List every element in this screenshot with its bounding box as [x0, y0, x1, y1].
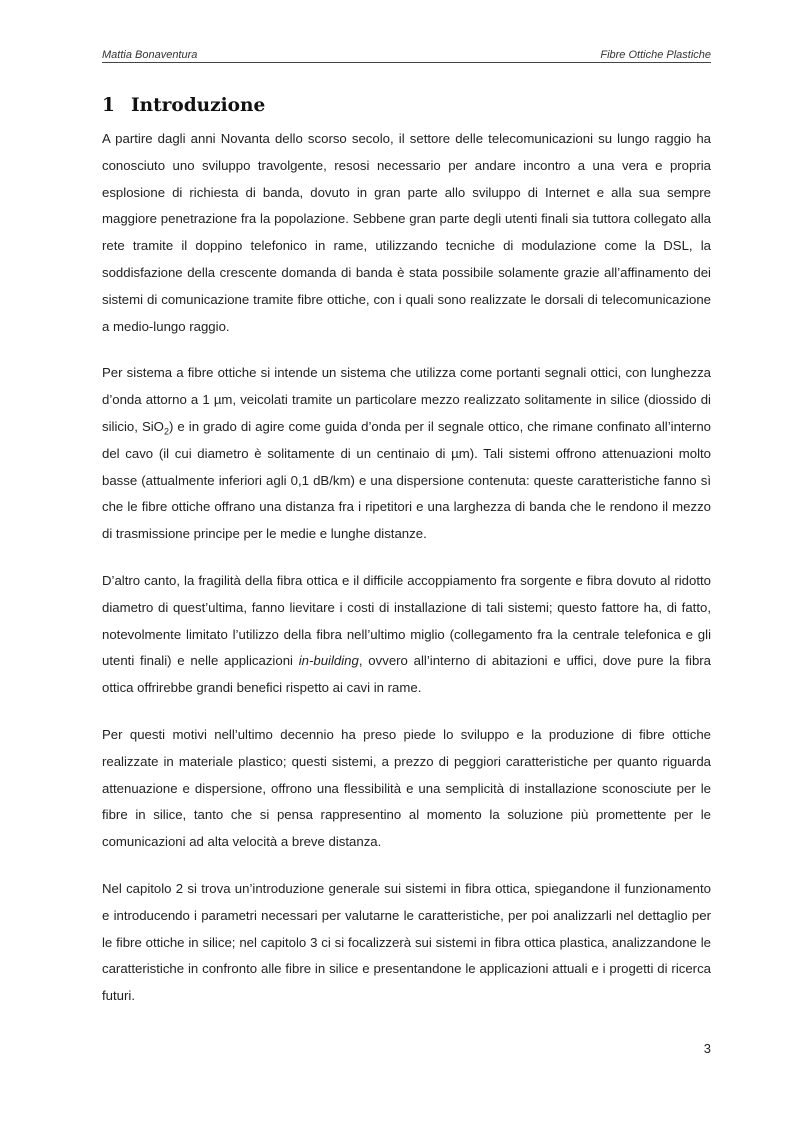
chapter-heading [102, 95, 265, 116]
paragraph-5: Nel capitolo 2 si trova un’introduzione generale sui sistemi in fibra ottica, spiegandone il funzionamento e introducendo i parametri necessari per valutarne le caratteristiche, per poi analizzarli nel dettaglio per le fibre ottiche in silice; nel capitolo 3 ci si focalizzerà sui sistemi in fibra ottica plastica, analizzandone le caratteristiche in confronto alle fibre in silice e presentandone le applicazioni attuali e i progetti di ricerca futuri. [102, 880, 711, 1004]
header-author: Mattia Bonaventura [102, 49, 198, 61]
paragraph-3 [102, 568, 711, 702]
paragraph-1: A partire dagli anni Novanta dello scorso secolo, il settore delle telecomunicazioni su lungo raggio ha conosciuto uno sviluppo travolgente, resosi necessario per andare incontro a una vera e propria esplosione di richiesta di banda, dovuto in gran parte allo sviluppo di Internet e alla sua sempre maggiore penetrazione fra la popolazione. Sebbene gran parte degli utenti finali sia tuttora collegato alla rete tramite il doppino telefonico in rame, utilizzando tecniche di modulazione come la DSL, la soddisfazione della crescente domanda di banda è stata possibile solamente grazie all’affinamento dei sistemi di comunicazione tramite fibre ottiche, con i quali sono realizzate le dorsali di telecomunicazione a medio-lungo raggio. [102, 131, 711, 334]
header-title: Fibre Ottiche Plastiche [600, 49, 711, 61]
paragraph-2-text-b: ) e in grado di agire come guida d’onda per il segnale ottico, che rimane confinato all’interno del cavo (il cui diametro è solitamente di un centinaio di µm). Tali sistemi offrono attenuazioni molto basse (attualmente inferiori agli 0,1 dB/km) e una dispersione contenuta: queste caratteristiche fanno sì che le fibre ottiche offrano una distanza fra i ripetitori e una larghezza di banda che le rendono il mezzo di trasmissione principe per le medie e lunghe distanze. [102, 418, 711, 542]
paragraph-3-text-a: D’altro canto, la fragilità della fibra ottica e il difficile accoppiamento fra sorgente e fibra dovuto al ridotto diametro di quest’ultima, fanno lievitare i costi di installazione di tali sistemi; questo fattore ha, di fatto, notevolmente limitato l’utilizzo della fibra nell’ultimo miglio (collegamento fra la centrale telefonica e gli utenti finali) e nelle applicazioni [102, 572, 711, 669]
chapter-title: Introduzione [131, 95, 266, 116]
paragraph-4: Per questi motivi nell’ultimo decennio ha preso piede lo sviluppo e la produzione di fibre ottiche realizzate in materiale plastico; questi sistemi, a prezzo di peggiori caratteristiche per quanto riguarda attenuazione e dispersione, offrono una flessibilità e una semplicità di installazione sconosciute per le fibre in silice, tanto che si pensa rappresentino al momento la soluzione più promettente per le comunicazioni ad alta velocità a breve distanza. [102, 726, 711, 850]
paragraph-2 [102, 360, 711, 548]
header-rule [102, 62, 711, 63]
body-text [102, 126, 711, 1010]
subscript-2: 2 [163, 426, 169, 437]
chapter-number: 1 [102, 95, 115, 116]
page-number: 3 [703, 1041, 711, 1056]
italic-term: in-building [298, 653, 359, 669]
paragraph-2-text-a: Per sistema a fibre ottiche si intende un sistema che utilizza come portanti segnali ottici, con lunghezza d’onda attorno a 1 µm, veicolati tramite un particolare mezzo realizzato solitamente in silice (diossido di silicio, SiO [102, 365, 711, 434]
paragraph-3-text-b: , ovvero all’interno di abitazioni e uffici, dove pure la fibra ottica offrirebbe grandi benefici rispetto ai cavi in rame. [102, 653, 711, 696]
